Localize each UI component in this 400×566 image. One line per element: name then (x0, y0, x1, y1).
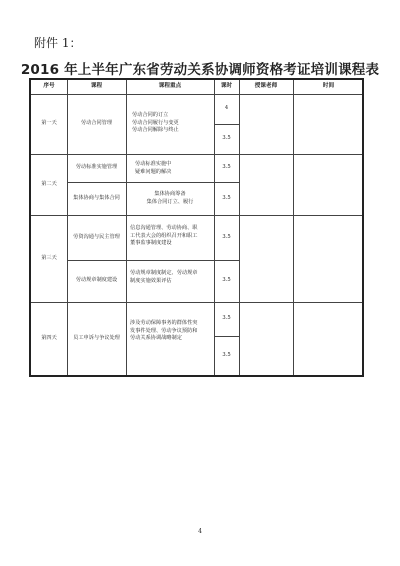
point-line: 发事件处理、劳动争议预防和 (130, 327, 198, 334)
attachment-label: 附件 1： (34, 36, 82, 50)
point-line: 劳动标准实施中 (135, 161, 172, 167)
point-line: 董事监事制度建设 (130, 240, 172, 247)
course-hours: 3.5 (222, 315, 231, 322)
column-divider (126, 80, 127, 375)
schedule-table (29, 78, 364, 377)
point-line: 制度实施效果评估 (130, 277, 172, 284)
course-name: 劳资沟通与民主管理 (73, 233, 120, 240)
course-points (130, 270, 214, 285)
course-hours: 3.5 (222, 194, 231, 201)
header-teacher: 授课老师 (254, 83, 278, 90)
day-label: 第三天 (41, 254, 57, 261)
point-line: 劳动合同履行与变更 (132, 119, 179, 126)
course-hours: 4 (224, 105, 229, 112)
course-name: 劳动标准实施管理 (75, 164, 118, 171)
day-label: 第一天 (41, 120, 57, 127)
header-seq: 序号 (43, 83, 55, 90)
day-label: 第二天 (41, 180, 57, 187)
course-hours: 3.5 (222, 164, 231, 171)
point-line: 信息沟通管理、劳动协商、职 (130, 225, 198, 231)
course-hours: 3.5 (222, 233, 231, 240)
course-name: 劳动规章制度建设 (75, 277, 118, 284)
column-divider (239, 80, 240, 375)
point-line: 劳动关系协调战略制定 (130, 335, 182, 342)
course-points (132, 112, 214, 135)
point-line: 劳动合同解除与终止 (132, 127, 179, 134)
header-key-points: 课程重点 (158, 83, 182, 90)
point-line: 工代表大会的组织召开和职工 (130, 232, 198, 239)
point-line: 集体协商筹备 (154, 190, 186, 197)
column-divider (293, 80, 294, 375)
page-title: 2016 年上半年广东省劳动关系协调师资格考证培训课程表 (20, 62, 380, 78)
course-name: 集体协商与集体合同 (73, 194, 120, 201)
course-name: 劳动合同管理 (80, 120, 113, 127)
course-name: 员工申诉与争议处理 (73, 334, 120, 341)
day-label: 第四天 (41, 334, 57, 341)
course-points (130, 320, 214, 343)
point-line: 涉及劳动保障事务的群体性突 (130, 320, 198, 326)
course-points (130, 225, 214, 248)
point-line: 疑难问题的解决 (135, 168, 172, 175)
course-points (126, 182, 214, 215)
course-hours: 3.5 (222, 351, 231, 358)
point-line: 劳动合同的订立 (132, 112, 169, 118)
point-line: 劳动规章制度制定、劳动规章 (130, 270, 198, 276)
page-number: 4 (198, 528, 202, 535)
point-line: 集体合同订立、履行 (146, 198, 194, 205)
header-course: 课程 (90, 83, 103, 90)
header-time: 时间 (322, 83, 335, 90)
course-points (135, 161, 214, 176)
course-hours: 3.5 (222, 277, 231, 284)
header-hours: 课时 (220, 83, 233, 90)
course-hours: 3.5 (222, 135, 231, 142)
